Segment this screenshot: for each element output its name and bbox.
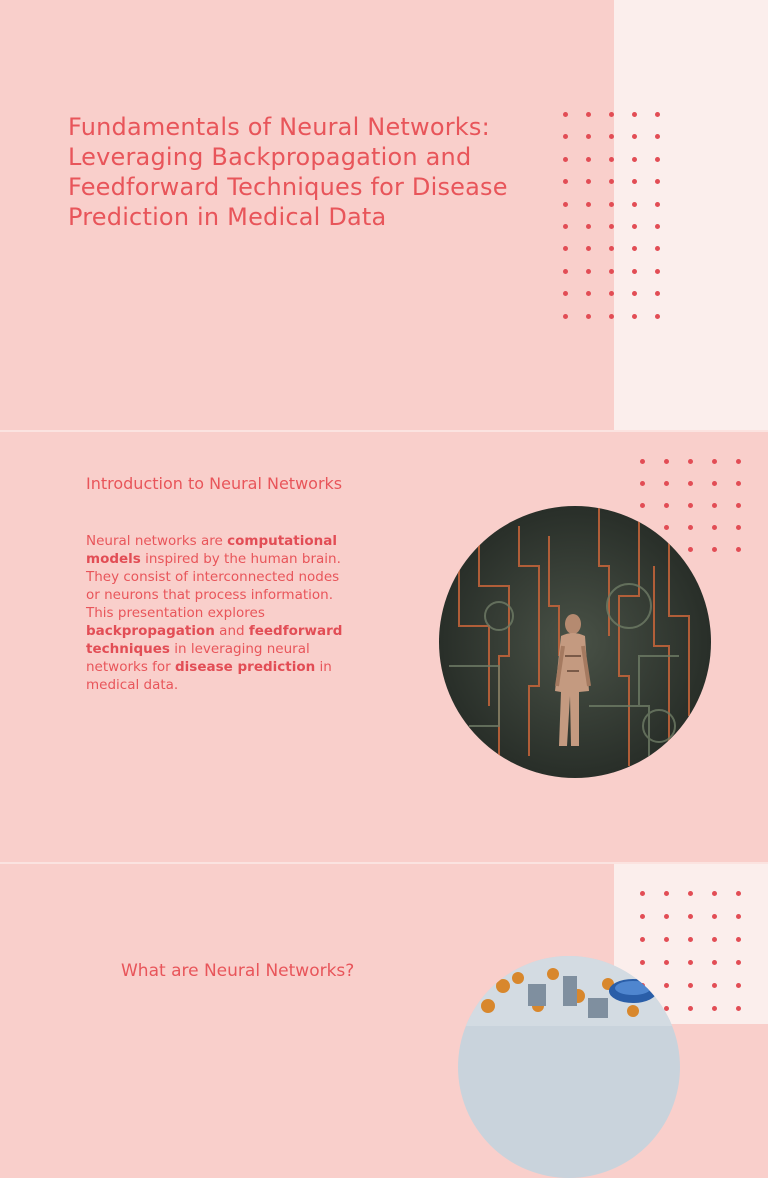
decorative-dot xyxy=(586,314,591,319)
decorative-dot xyxy=(586,269,591,274)
decorative-dot xyxy=(655,134,660,139)
circuit-human-image xyxy=(439,506,711,778)
decorative-dot xyxy=(632,134,637,139)
decorative-dot xyxy=(632,157,637,162)
decorative-dot xyxy=(632,246,637,251)
decorative-dot xyxy=(655,291,660,296)
decorative-dot xyxy=(664,914,669,919)
decorative-dot xyxy=(736,459,741,464)
decorative-dot xyxy=(688,914,693,919)
decorative-dot xyxy=(655,224,660,229)
presentation-title: Fundamentals of Neural Networks: Leveraging Backpropagation and Feedforward Techniques for Disease Prediction in Medical Data xyxy=(68,113,508,231)
decorative-dot xyxy=(688,960,693,965)
smart-city-image xyxy=(458,956,680,1178)
circuit-pattern-illustration xyxy=(439,506,711,778)
section-heading: What are Neural Networks? xyxy=(121,961,355,981)
decorative-dot xyxy=(712,547,717,552)
decorative-dot xyxy=(586,112,591,117)
decorative-dot xyxy=(736,960,741,965)
decorative-dot xyxy=(736,983,741,988)
decorative-dot xyxy=(563,112,568,117)
decorative-dot xyxy=(632,269,637,274)
decorative-dot xyxy=(688,1006,693,1011)
intro-paragraph: Neural networks are computational models inspired by the human brain. They consist of interconnected nodes or neurons that process information. This presentation explores backpropagation and feedforward techniques in leveraging neural networks for disease prediction in medical data. xyxy=(86,533,343,693)
decorative-dot xyxy=(586,179,591,184)
decorative-dot xyxy=(632,179,637,184)
decorative-dot xyxy=(712,525,717,530)
decorative-dot xyxy=(632,202,637,207)
section-heading: Introduction to Neural Networks xyxy=(86,474,343,493)
decorative-dot xyxy=(632,112,637,117)
decorative-dot xyxy=(609,314,614,319)
decorative-dot xyxy=(712,481,717,486)
decorative-dot xyxy=(609,157,614,162)
decorative-dot xyxy=(563,179,568,184)
decorative-dot xyxy=(712,503,717,508)
emphasis-text: disease prediction xyxy=(175,659,316,675)
decorative-dot xyxy=(563,269,568,274)
decorative-dot xyxy=(712,891,717,896)
decorative-dot xyxy=(736,525,741,530)
decorative-dot xyxy=(655,157,660,162)
decorative-dot xyxy=(563,202,568,207)
decorative-dot xyxy=(609,179,614,184)
decorative-dot xyxy=(563,157,568,162)
decorative-dot xyxy=(688,459,693,464)
decorative-dot xyxy=(640,459,645,464)
decorative-dot xyxy=(609,269,614,274)
decorative-dot xyxy=(736,547,741,552)
dot-grid-decoration xyxy=(563,112,660,319)
decorative-dot xyxy=(586,157,591,162)
decorative-dot xyxy=(609,112,614,117)
emphasis-text: feedforward techniques xyxy=(86,623,343,657)
decorative-dot xyxy=(586,246,591,251)
decorative-dot xyxy=(688,481,693,486)
decorative-dot xyxy=(664,960,669,965)
decorative-dot xyxy=(736,1006,741,1011)
decorative-dot xyxy=(586,134,591,139)
decorative-dot xyxy=(712,960,717,965)
decorative-dot xyxy=(586,202,591,207)
decorative-dot xyxy=(640,960,645,965)
decorative-dot xyxy=(664,937,669,942)
decorative-dot xyxy=(712,459,717,464)
decorative-dot xyxy=(712,937,717,942)
decorative-dot xyxy=(688,891,693,896)
decorative-dot xyxy=(736,503,741,508)
decorative-dot xyxy=(655,269,660,274)
faint-text-fragment xyxy=(133,1018,373,1024)
decorative-dot xyxy=(632,224,637,229)
decorative-dot xyxy=(736,937,741,942)
decorative-dot xyxy=(655,202,660,207)
decorative-dot xyxy=(632,291,637,296)
decorative-dot xyxy=(586,224,591,229)
decorative-dot xyxy=(664,459,669,464)
decorative-dot xyxy=(609,224,614,229)
decorative-dot xyxy=(655,314,660,319)
decorative-dot xyxy=(655,179,660,184)
decorative-dot xyxy=(563,246,568,251)
decorative-dot xyxy=(563,224,568,229)
decorative-dot xyxy=(563,291,568,296)
decorative-dot xyxy=(609,134,614,139)
decorative-dot xyxy=(563,314,568,319)
decorative-dot xyxy=(736,891,741,896)
decorative-dot xyxy=(664,481,669,486)
decorative-dot xyxy=(632,314,637,319)
human-figure xyxy=(555,614,589,746)
decorative-dot xyxy=(609,202,614,207)
decorative-dot xyxy=(655,246,660,251)
decorative-dot xyxy=(640,891,645,896)
decorative-dot xyxy=(609,291,614,296)
slide-title xyxy=(0,0,768,430)
dot-grid-decoration xyxy=(640,891,741,1011)
decorative-dot xyxy=(640,914,645,919)
decorative-dot xyxy=(736,481,741,486)
decorative-dot xyxy=(664,983,669,988)
decorative-dot xyxy=(688,937,693,942)
decorative-dot xyxy=(688,983,693,988)
decorative-dot xyxy=(655,112,660,117)
decorative-dot xyxy=(640,481,645,486)
emphasis-text: backpropagation xyxy=(86,623,215,639)
decorative-dot xyxy=(609,246,614,251)
decorative-dot xyxy=(586,291,591,296)
emphasis-text: computational models xyxy=(86,533,337,567)
decorative-dot xyxy=(712,1006,717,1011)
decorative-dot xyxy=(736,914,741,919)
decorative-dot xyxy=(563,134,568,139)
decorative-dot xyxy=(664,891,669,896)
decorative-dot xyxy=(712,983,717,988)
decorative-dot xyxy=(712,914,717,919)
decorative-dot xyxy=(640,937,645,942)
